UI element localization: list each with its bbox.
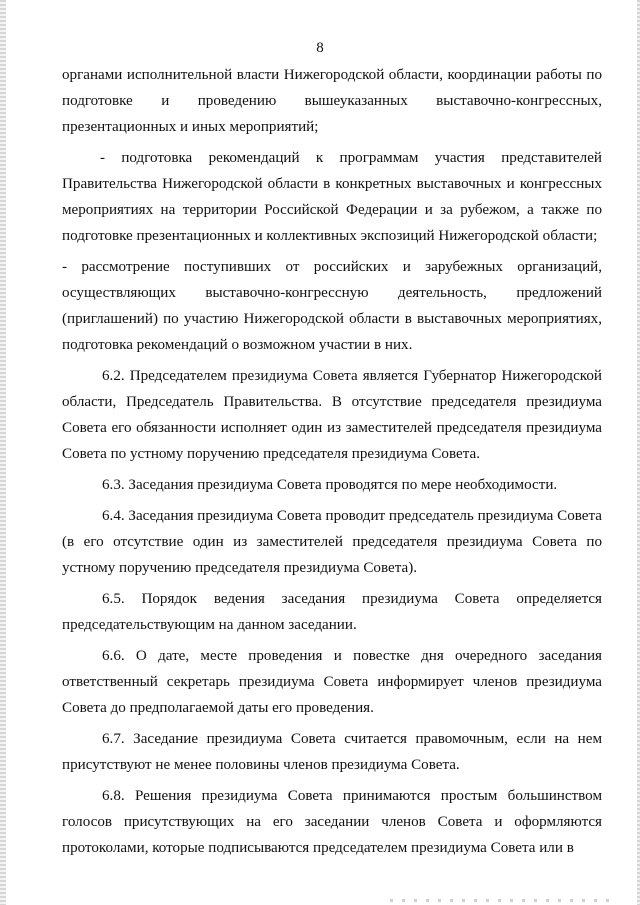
paragraph-6-4: 6.4. Заседания президиума Совета проводит председатель президиума Совета (в его отсутствие один из заместителей председателя президиума Совета по устному поручению председателя президиума Совета). [62, 508, 602, 576]
paragraph-6-3: 6.3. Заседания президиума Совета проводятся по мере необходимости. [102, 477, 558, 493]
paragraph-6-5: 6.5. Порядок ведения заседания президиума Совета определяется председательствующим на данном заседании. [62, 591, 602, 633]
paragraph-6-7: 6.7. Заседание президиума Совета считается правомочным, если на нем присутствуют не менее половины членов президиума Совета. [62, 731, 602, 773]
paragraph-6-6: 6.6. О дате, месте проведения и повестке дня очередного заседания ответственный секретарь президиума Совета информирует членов президиума Совета до предполагаемой даты его проведения. [62, 648, 602, 716]
paragraph-recommendations: - подготовка рекомендаций к программам участия представителей Правительства Нижегородской области в конкретных выставочных и конгрессных мероприятиях на территории Российской Федерации и за рубежом, а также по подготовке презентационных и коллективных экспозиций Нижегородской области; [62, 150, 602, 244]
paragraph-continuation: органами исполнительной власти Нижегородской области, координации работы по подготовке и проведению вышеуказанных выставочно-конгрессных, презентационных и иных мероприятий; [62, 67, 602, 135]
scan-left-edge [0, 0, 6, 905]
page-number: 8 [316, 40, 324, 56]
paragraph-6-2: 6.2. Председателем президиума Совета является Губернатор Нижегородской области, Председатель Правительства. В отсутствие председателя президиума Совета его обязанности исполняет один из заместителей председателя президиума Совета по устному поручению председателя президиума Совета. [62, 368, 602, 462]
paragraph-review-invitations: - рассмотрение поступивших от российских и зарубежных организаций, осуществляющих выставочно-конгрессную деятельность, предложений (приглашений) по участию Нижегородской области в выставочных мероприятиях, подготовка рекомендаций о возможном участии в них. [62, 259, 602, 353]
paragraph-6-8: 6.8. Решения президиума Совета принимаются простым большинством голосов присутствующих на его заседании членов Совета и оформляются протоколами, которые подписываются председателем президиума Совета или в [62, 788, 602, 856]
document-body [62, 62, 602, 866]
scan-footer-noise [390, 899, 610, 902]
